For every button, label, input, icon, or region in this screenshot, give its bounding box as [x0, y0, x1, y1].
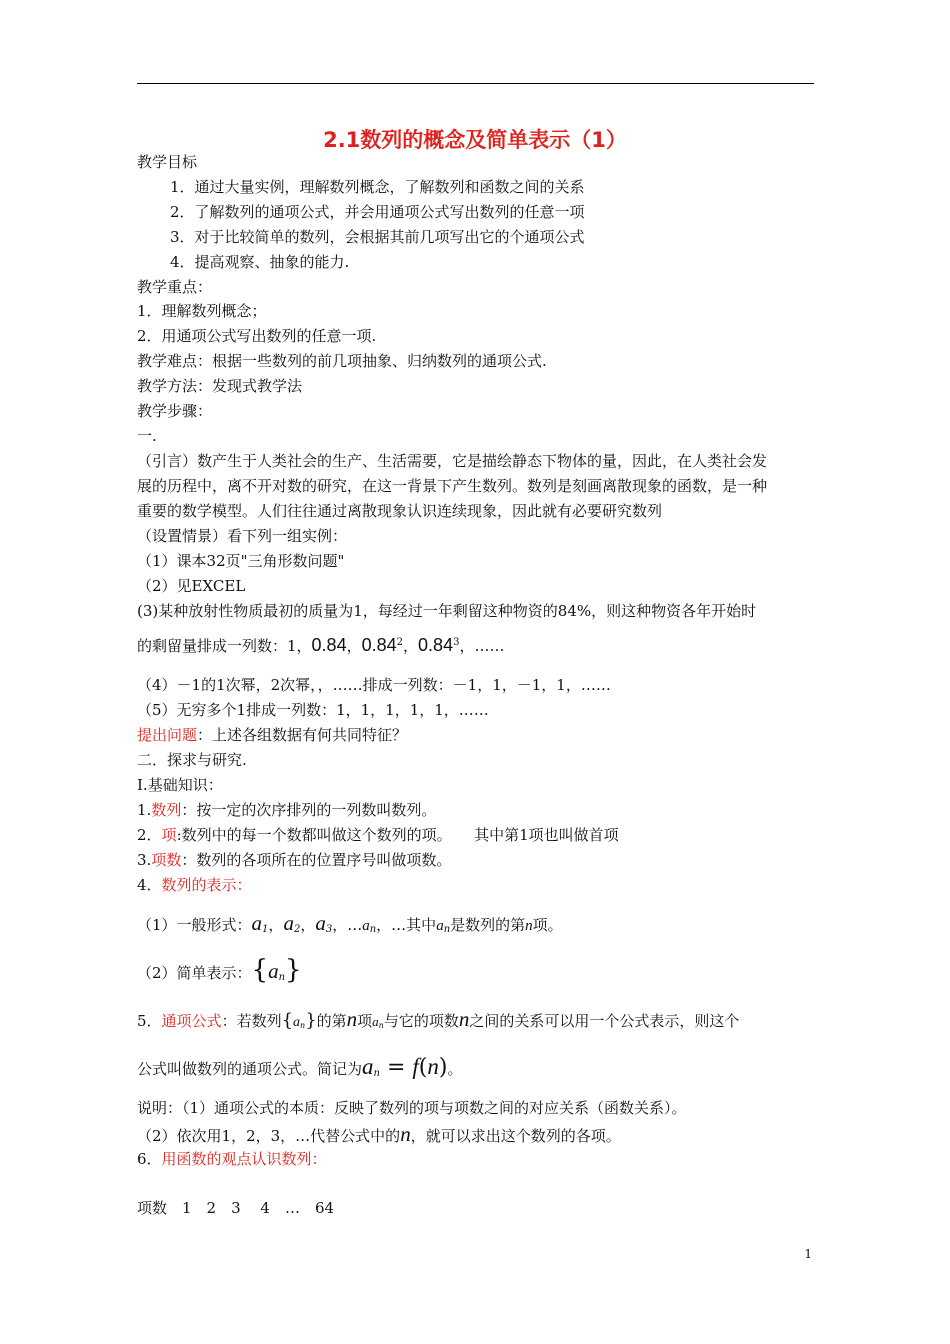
example-4: （4）－1的1次幂，2次幂，，……排成一列数：－1，1，－1，1，…… [137, 676, 611, 694]
goal-item: 3．对于比较简单的数列，会根据其前几项写出它的个通项公式 [170, 228, 585, 246]
math-an: a [436, 918, 444, 934]
math-f: f [412, 1054, 419, 1079]
goal-item: 2．了解数列的通项公式，并会用通项公式写出数列的任意一项 [170, 203, 585, 221]
simple-form [137, 953, 302, 995]
general-form-mid: ，…其中 [376, 916, 437, 934]
definition-term: 数列的表示： [161, 876, 252, 894]
table-row: 项数 1 2 3 4 … 64 [137, 1199, 335, 1217]
example-3-line2: 的剩留量排成一列数：1，0.84，0.84$^2$，0.84$^3$，…… [137, 635, 505, 655]
intro-line: 展的历程中，离不开对数的研究，在这一背景下产生数列。数列是刻画离散现象的函数，是一种 [137, 477, 768, 495]
goal-item: 1．通过大量实例，理解数列概念，了解数列和函数之间的关系 [170, 178, 585, 196]
basics-heading: I.基础知识： [137, 776, 223, 794]
simple-form-label: （2）简单表示： [137, 964, 252, 982]
header-rule [137, 83, 814, 84]
question-label: 提出问题 [137, 726, 198, 744]
math-n: n [525, 918, 533, 934]
general-form-end: 是数列的第 [450, 916, 526, 934]
intro-line: 重要的数学模型。人们往往通过离散现象认识连续现象，因此就有必要研究数列 [137, 502, 663, 520]
math-brace-close: } [285, 955, 302, 985]
math-sub: 3 [325, 924, 333, 935]
goal-item: 4．提高观察、抽象的能力. [170, 253, 350, 271]
question [137, 725, 407, 745]
math-a1: a [251, 911, 263, 935]
definition-term: 数列 [151, 801, 182, 819]
general-form-xiang: 项。 [532, 916, 563, 934]
math-equals: = [379, 1055, 413, 1080]
definition-text: ：数列的各项所在的位置序号叫做项数。 [181, 851, 452, 869]
definition-number: 2． [137, 826, 162, 844]
math-paren: ( [418, 1055, 428, 1080]
definition-number: 5． [137, 1012, 162, 1030]
math-brace-open: { [251, 955, 269, 985]
definition-text: :数列中的每一个数都叫做这个数列的项。 其中第1项也叫做首项 [176, 826, 619, 844]
example-3-lead: 的剩留量排成一列数：1， [137, 637, 312, 655]
math-sub: n [378, 1021, 384, 1030]
math-sub: n [300, 1021, 306, 1030]
difficulty: 教学难点：根据一些数列的前几项抽象、归纳数列的通项公式. [137, 352, 547, 370]
definition-1 [137, 800, 436, 820]
math-n: n [458, 1007, 470, 1031]
key-heading: 教学重点： [137, 278, 213, 296]
math-an: a [268, 959, 279, 983]
example-5: （5）无穷多个1排成一列数：1，1，1，1，1，…… [137, 701, 489, 719]
note-1: 说明：（1）通项公式的本质：反映了数列的项与项数之间的对应关系（函数关系）。 [137, 1099, 687, 1117]
key-point: 2．用通项公式写出数列的任意一项. [137, 327, 377, 345]
scene: （设置情景）看下列一组实例： [137, 527, 348, 545]
goals-heading: 教学目标 [137, 153, 198, 171]
definition-term: 通项公式 [161, 1012, 222, 1030]
definition-text: 。 [447, 1060, 463, 1078]
math-an: a [293, 1015, 301, 1030]
definition-6 [137, 1149, 327, 1169]
math-brace-close: } [305, 1010, 317, 1031]
definition-text: 公式叫做数列的通项公式。简记为 [137, 1060, 363, 1078]
definition-term: 用函数的观点认识数列： [161, 1150, 327, 1168]
math-value: 0.84 [311, 635, 347, 655]
math-a3: a [315, 911, 326, 935]
math-an: a [362, 918, 370, 934]
definition-2 [137, 825, 619, 845]
general-form: （1）一般形式：$a_1$，$a_2$，$a_3$，$\dots a_n$，…其中$a_n$是数列的第n项。 [137, 911, 563, 935]
math-an: a [362, 1054, 374, 1079]
definition-5-line1 [137, 1005, 739, 1040]
definition-text: ：若数列 [221, 1012, 282, 1030]
section-2: 二．探求与研究. [137, 751, 247, 769]
definition-text: 项 [357, 1012, 373, 1030]
definition-number: 6． [137, 1150, 162, 1168]
definition-number: 4． [137, 876, 162, 894]
question-text: ：上述各组数据有何共同特征？ [197, 726, 408, 744]
math-sub: 2 [293, 924, 301, 935]
math-sub: n [373, 1068, 380, 1079]
definition-3 [137, 850, 451, 870]
note-text: ，就可以求出这个数列的各项。 [410, 1127, 621, 1145]
math-exponent: 3 [453, 637, 460, 648]
definition-text: 之间的关系可以用一个公式表示，则这个 [469, 1012, 740, 1030]
definition-term: 项数 [151, 851, 182, 869]
section-1: 一. [137, 427, 157, 445]
math-exponent: 2 [396, 637, 404, 648]
example-2: （2）见EXCEL [137, 577, 246, 595]
page-number: 1 [804, 1247, 812, 1261]
math-value: 0.84 [418, 635, 454, 655]
page-title: 2.1数列的概念及简单表示（1） [323, 128, 627, 152]
method: 教学方法：发现式教学法 [137, 377, 303, 395]
definition-number: 1. [137, 801, 152, 819]
definition-term: 项 [161, 826, 177, 844]
definition-text: 与它的项数 [383, 1012, 459, 1030]
definition-text: ：按一定的次序排列的一列数叫数列。 [181, 801, 437, 819]
definition-5-line2 [137, 1050, 462, 1091]
math-brace-open: { [281, 1010, 294, 1031]
definition-number: 3. [137, 851, 152, 869]
note-text: （2）依次用1，2，3，…代替公式中的 [137, 1127, 401, 1145]
math-sub: n [278, 972, 286, 983]
example-3-line1: (3)某种放射性物质最初的质量为1，每经过一年剩留这种物资的84%，则这种物资各年开始时 [137, 602, 757, 620]
intro-line: （引言）数产生于人类社会的生产、生活需要，它是描绘静态下物体的量，因此，在人类社会发 [137, 452, 768, 470]
math-n: n [427, 1054, 439, 1079]
steps-heading: 教学步骤： [137, 402, 213, 420]
example-1: （1）课本32页"三角形数问题" [137, 552, 345, 570]
example-3-tail: ，…… [459, 637, 505, 655]
general-form-label: （1）一般形式： [137, 916, 252, 934]
math-sub: 1 [262, 924, 269, 935]
math-sub: n [369, 924, 377, 935]
math-paren: ) [438, 1055, 448, 1080]
math-an: a [372, 1014, 379, 1029]
key-point: 1．理解数列概念； [137, 302, 267, 320]
math-value: 0.84 [361, 635, 397, 655]
math-n: n [346, 1007, 358, 1031]
math-sub: n [443, 924, 451, 935]
math-a2: a [283, 911, 294, 935]
note-2 [137, 1122, 621, 1148]
definition-4 [137, 875, 252, 895]
definition-text: 的第 [316, 1012, 347, 1030]
math-n: n [400, 1122, 411, 1146]
